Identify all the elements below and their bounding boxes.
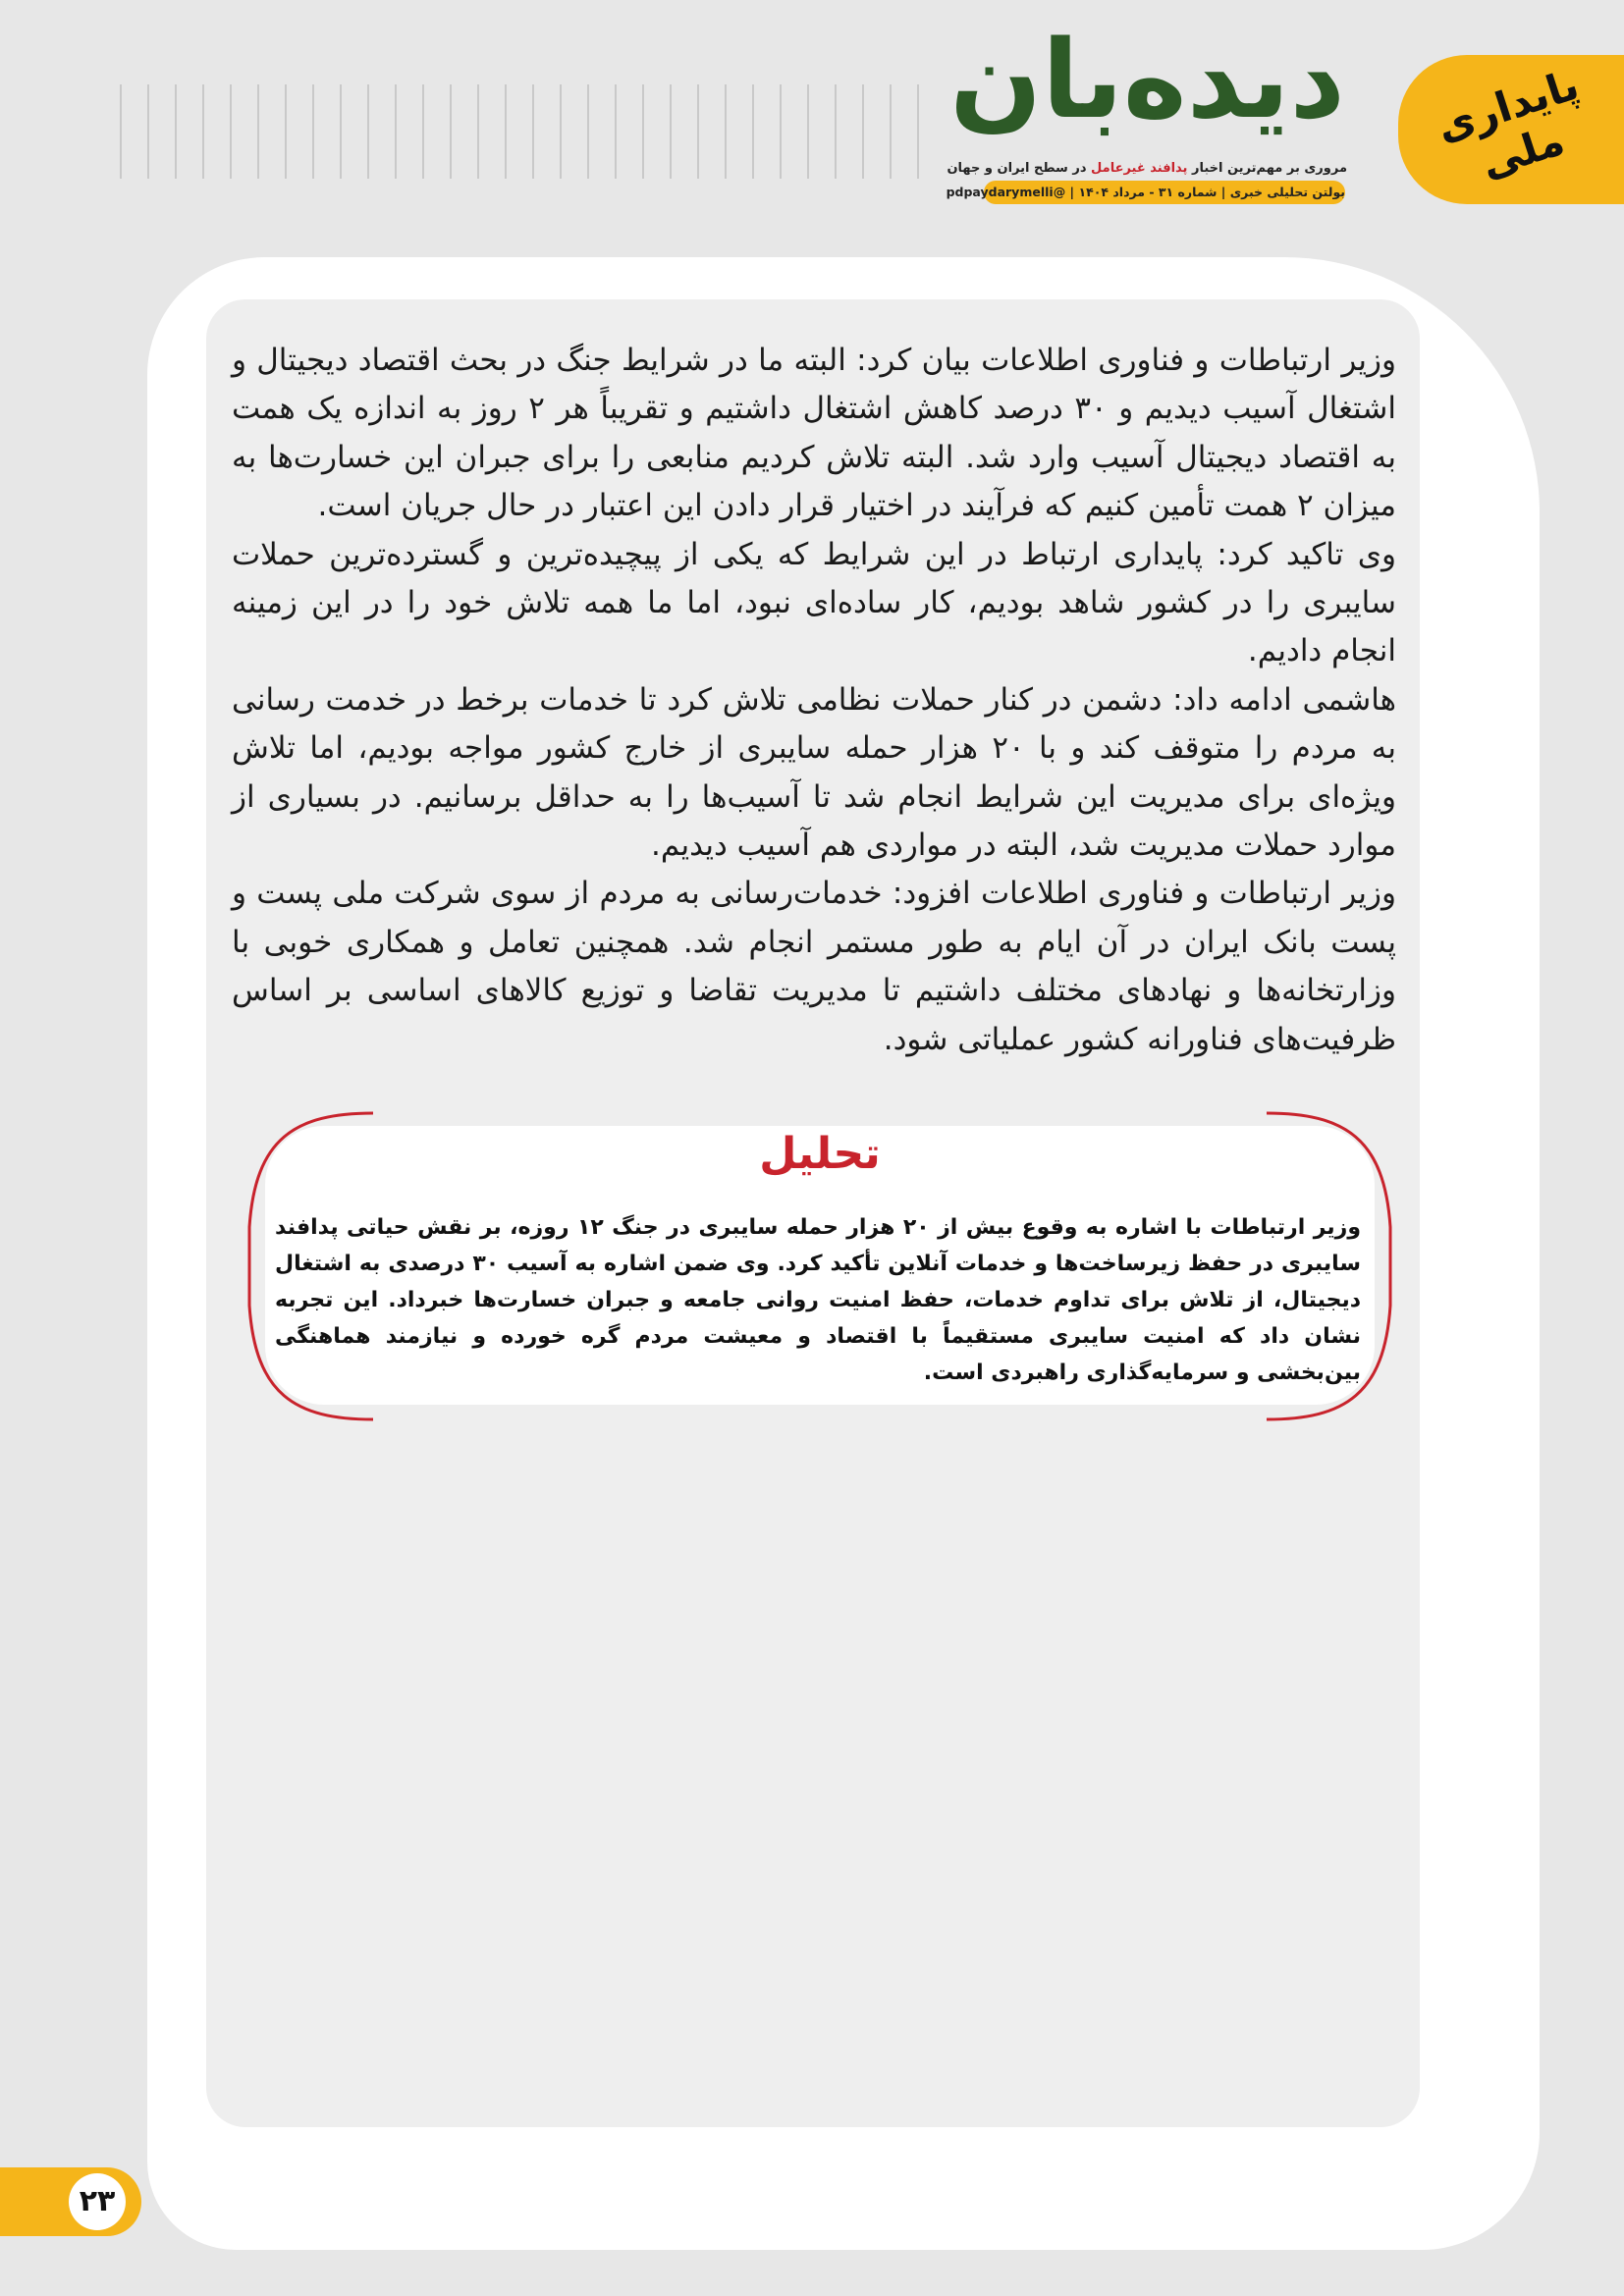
stripe-line: [587, 84, 589, 179]
paydari-melli-logo: [1398, 55, 1624, 204]
stripe-line: [697, 84, 699, 179]
issue-info-strip: بولتن تحلیلی خبری | شماره ۳۱ - مرداد ۱۴۰۴ | @pdpaydarymelli: [984, 181, 1345, 204]
stripe-line: [725, 84, 727, 179]
stripe-line: [120, 84, 122, 179]
article-body: [232, 337, 1396, 1064]
stripe-line: [560, 84, 562, 179]
analysis-text: وزیر ارتباطات با اشاره به وقوع بیش از ۲۰ هزار حمله سایبری در جنگ ۱۲ روزه، بر نقش حیاتی پدافند سایبری در حفظ زیرساخت‌ها و خدمات آنلاین تأکید کرد. وی ضمن اشاره به آسیب ۳۰ درصدی به اشتغال دیجیتال، از تلاش برای تداوم خدمات، حفظ امنیت روانی جامعه و جبران خسارت‌ها خبرداد. این تجربه نشان داد که امنیت سایبری مستقیماً با اقتصاد و معیشت مردم گره خورده و نیازمند هماهنگی بین‌بخشی و سرمایه‌گذاری راهبردی است.: [275, 1215, 1361, 1385]
article-paragraph: وی تاکید کرد: پایداری ارتباط در این شرایط که یکی از پیچیده‌ترین و گسترده‌ترین حملات سایبری را در کشور شاهد بودیم، کار ساده‌ای نبود، اما ما همه تلاش خود را در این زمینه انجام دادیم.: [232, 536, 1396, 669]
stripe-line: [175, 84, 177, 179]
stripe-line: [780, 84, 782, 179]
stripe-line: [642, 84, 644, 179]
article-paragraph: وزیر ارتباطات و فناوری اطلاعات افزود: خدمات‌رسانی به مردم از سوی شرکت ملی پست و پست بانک ایران در آن ایام به طور مستمر انجام شد. همچنین تعامل و همکاری خوبی با وزارتخانه‌ها و نهادهای مختلف داشتیم تا مدیریت تقاضا و توزیع کالاهای اساسی بر اساس ظرفیت‌های فناورانه کشور عملیاتی شود.: [232, 876, 1396, 1057]
article-paragraph: هاشمی ادامه داد: دشمن در کنار حملات نظامی تلاش کرد تا خدمات برخط در خدمت رسانی به مردم را متوقف کند و با ۲۰ هزار حمله سایبری از خارج کشور مواجه بودیم، اما تلاش ویژه‌ای برای مدیریت این شرایط انجام شد تا آسیب‌ها را به حداقل برسانیم. در بسیاری از موارد حملات مدیریت شد، البته در مواردی هم آسیب دیدیم.: [232, 681, 1396, 864]
subtitle-highlight: پدافند غیرعامل: [1091, 161, 1188, 176]
stripe-line: [202, 84, 204, 179]
publication-title: دیده‌بان: [949, 17, 1345, 142]
stripe-line: [917, 84, 919, 179]
stripe-line: [890, 84, 892, 179]
stripe-line: [257, 84, 259, 179]
subtitle-part-3: در سطح ایران و جهان: [947, 161, 1092, 176]
article-paragraph: وزیر ارتباطات و فناوری اطلاعات بیان کرد: البته ما در شرایط جنگ در بحث اقتصاد دیجیتال و اشتغال آسیب دیدیم و ۳۰ درصد کاهش اشتغال داشتیم و تقریباً هر ۲ روز به اندازه یک همت به اقتصاد دیجیتال آسیب وارد شد. البته تلاش کردیم منابعی را برای جبران این خسارت‌ها به میزان ۲ همت تأمین کنیم که فرآیند در اختیار قرار دادن این اعتبار در حال جریان است.: [232, 343, 1396, 524]
stripe-line: [367, 84, 369, 179]
stripe-line: [395, 84, 397, 179]
stripe-line: [670, 84, 672, 179]
stripe-line: [285, 84, 287, 179]
stripe-line: [230, 84, 232, 179]
analysis-title: تحلیل: [759, 1129, 881, 1179]
stripe-line: [862, 84, 864, 179]
page-number: ۲۳: [69, 2173, 126, 2230]
stripe-line: [835, 84, 837, 179]
stripe-line: [147, 84, 149, 179]
logo-text: پایداری ملی: [1431, 60, 1585, 187]
stripe-line: [422, 84, 424, 179]
publication-subtitle: [947, 161, 1347, 176]
subtitle-part-1: مروری بر مهم‌ترین اخبار: [1187, 161, 1347, 176]
stripe-line: [340, 84, 342, 179]
stripe-line: [505, 84, 507, 179]
stripe-line: [450, 84, 452, 179]
stripe-line: [752, 84, 754, 179]
stripe-line: [532, 84, 534, 179]
stripe-line: [312, 84, 314, 179]
stripe-line: [615, 84, 617, 179]
stripe-line: [807, 84, 809, 179]
stripe-line: [477, 84, 479, 179]
